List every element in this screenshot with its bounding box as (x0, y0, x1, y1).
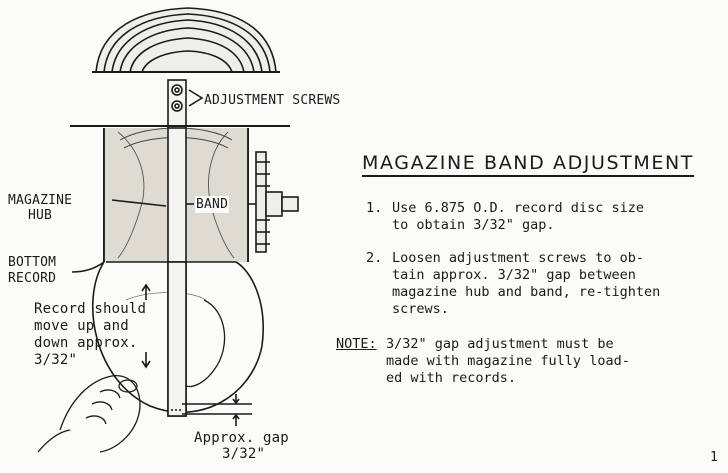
step-text: Use 6.875 O.D. record disc size to obtain 3/32" gap. (392, 200, 644, 233)
magazine-hub-label-line1: MAGAZINE (8, 193, 73, 208)
bottom-record-label-line2: RECORD (8, 271, 57, 286)
approx-gap-label-line2: 3/32" (222, 446, 266, 462)
instruction-step (366, 250, 726, 318)
instruction-list (366, 200, 726, 334)
page-number: 1 (710, 450, 718, 465)
bottom-record-label-line1: BOTTOM (8, 255, 57, 270)
adjustment-screws-label: ADJUSTMENT SCREWS (204, 93, 341, 108)
page-title: MAGAZINE BAND ADJUSTMENT (362, 152, 694, 177)
up-down-arrow-indicator (142, 285, 150, 367)
gap-dimension-marker (182, 394, 252, 426)
record-movement-note-line1: Record should (34, 301, 147, 317)
record-movement-note-line2: move up and (34, 318, 129, 334)
note-block (336, 336, 630, 387)
note-label: NOTE: (336, 336, 377, 352)
note-text: 3/32" gap adjustment must be made with magazine fully load- ed with records. (386, 336, 630, 386)
record-movement-note-line4: 3/32" (34, 352, 78, 368)
approx-gap-label-line1: Approx. gap (194, 430, 289, 446)
record-movement-note-line3: down approx. (34, 335, 138, 351)
side-gear (248, 152, 298, 252)
magazine-hub-label-line2: HUB (28, 208, 53, 223)
instruction-step (366, 200, 726, 234)
top-record-stack (92, 8, 280, 72)
magazine-hub (104, 128, 248, 262)
step-text: Loosen adjustment screws to ob- tain approx. 3/32" gap between magazine hub and band, re-tighten screws. (392, 250, 661, 317)
band-label: BAND (196, 197, 229, 212)
step-number: 2. (366, 250, 383, 266)
step-number: 1. (366, 200, 383, 216)
